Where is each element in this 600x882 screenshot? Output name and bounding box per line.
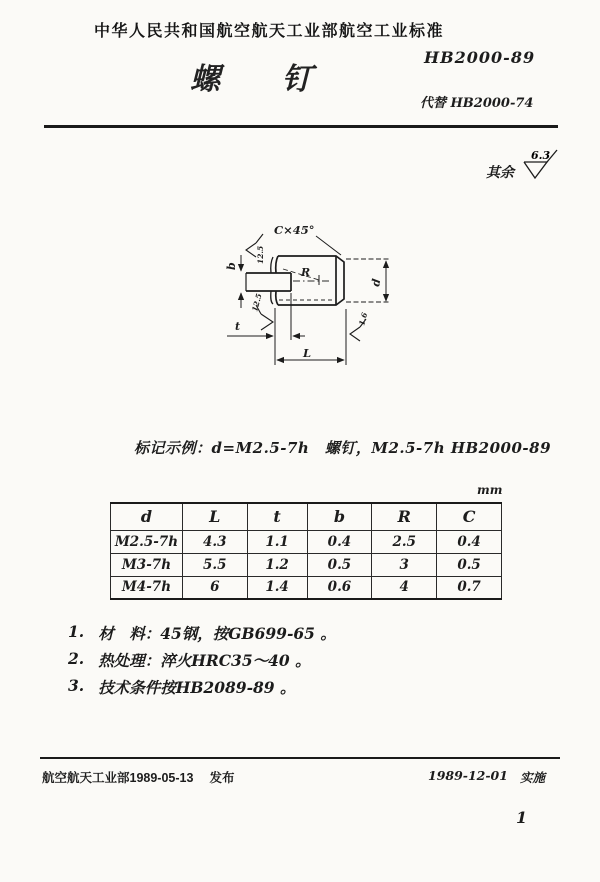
table-row <box>111 553 502 576</box>
table-cell: 0.4 <box>437 530 502 553</box>
document-title <box>190 54 312 98</box>
title-char-1: 螺 <box>190 62 220 97</box>
table-cell: M3-7h <box>111 553 183 576</box>
issuing-org-date: 航空航天工业部1989-05-13 <box>42 771 194 785</box>
surface-finish-value: 6.3 <box>531 149 551 162</box>
l-dimension <box>277 309 346 365</box>
note-text: 材 料：45钢，按GB699-65 。 <box>98 624 336 643</box>
t-label: t <box>235 320 241 333</box>
surface-finish-note <box>486 148 562 182</box>
table-row <box>111 576 502 599</box>
screw-technical-drawing <box>213 213 413 400</box>
svg-text:12.5: 12.5 <box>256 245 265 264</box>
effective-label: 实施 <box>519 770 545 785</box>
col-header-d: d <box>111 503 183 530</box>
table-cell: 6 <box>182 576 247 599</box>
note-number: 3. <box>68 676 85 695</box>
table-cell: 1.1 <box>247 530 307 553</box>
table-cell: 0.6 <box>307 576 372 599</box>
table-cell: 0.5 <box>437 553 502 576</box>
l-label: L <box>303 346 312 360</box>
d-dimension <box>346 259 391 302</box>
svg-text:12.5: 12.5 <box>250 292 264 313</box>
page-number: 1 <box>516 808 528 827</box>
note-heat-treatment <box>68 649 336 671</box>
designation-label: 标记示例： <box>134 439 212 457</box>
b-label: b <box>225 262 238 270</box>
table-row <box>111 530 502 553</box>
note-material <box>68 622 336 644</box>
standard-org-line: 中华人民共和国航空航天工业部航空工业标准 <box>94 23 445 40</box>
table-header-row <box>111 503 502 530</box>
svg-text:1.6: 1.6 <box>357 311 370 327</box>
footer-issue <box>42 768 234 786</box>
col-header-L: L <box>182 503 247 530</box>
col-header-b: b <box>307 503 372 530</box>
table-cell: 5.5 <box>182 553 247 576</box>
table-cell: 0.7 <box>437 576 502 599</box>
radius-label: R <box>301 266 311 279</box>
issue-label: 发布 <box>209 771 235 785</box>
table-cell: 4.3 <box>182 530 247 553</box>
title-char-2: 钉 <box>282 62 312 97</box>
table-cell: 1.2 <box>247 553 307 576</box>
roughness-check-icon <box>516 148 562 182</box>
col-header-R: R <box>372 503 437 530</box>
note-number: 1. <box>68 622 85 641</box>
table-cell: 0.5 <box>307 553 372 576</box>
roughness-mark-end-face <box>350 311 370 341</box>
standard-number: HB2000-89 <box>424 48 536 67</box>
d-label: d <box>369 277 384 288</box>
table-cell: 4 <box>372 576 437 599</box>
chamfer-callout: C×45° <box>274 223 315 237</box>
footer-effective <box>428 768 545 786</box>
table-cell: M4-7h <box>111 576 183 599</box>
col-header-C: C <box>437 503 502 530</box>
designation-example <box>134 437 551 458</box>
note-text: 技术条件按HB2089-89 。 <box>98 678 296 697</box>
roughness-mark-slot-bottom <box>250 293 273 330</box>
col-header-t: t <box>247 503 307 530</box>
notes-section <box>68 622 336 703</box>
roughness-mark-slot-side <box>246 234 265 264</box>
note-number: 2. <box>68 649 85 668</box>
dimensions-table <box>110 502 502 600</box>
note-text: 热处理：淬火HRC35～40 。 <box>98 651 311 670</box>
table-cell: 2.5 <box>372 530 437 553</box>
effective-date: 1989-12-01 <box>428 768 508 783</box>
table-cell: 3 <box>372 553 437 576</box>
surface-finish-prefix: 其余 <box>486 165 514 181</box>
superseded-standard: 代替 HB2000-74 <box>420 96 534 111</box>
table-unit-label: mm <box>477 483 503 497</box>
table-cell: 0.4 <box>307 530 372 553</box>
header-divider <box>44 125 558 128</box>
note-technical-conditions <box>68 676 336 698</box>
footer-divider <box>40 757 560 759</box>
designation-text: d=M2.5-7h 螺钉，M2.5-7h HB2000-89 <box>211 439 552 457</box>
table-cell: M2.5-7h <box>111 530 183 553</box>
table-cell: 1.4 <box>247 576 307 599</box>
